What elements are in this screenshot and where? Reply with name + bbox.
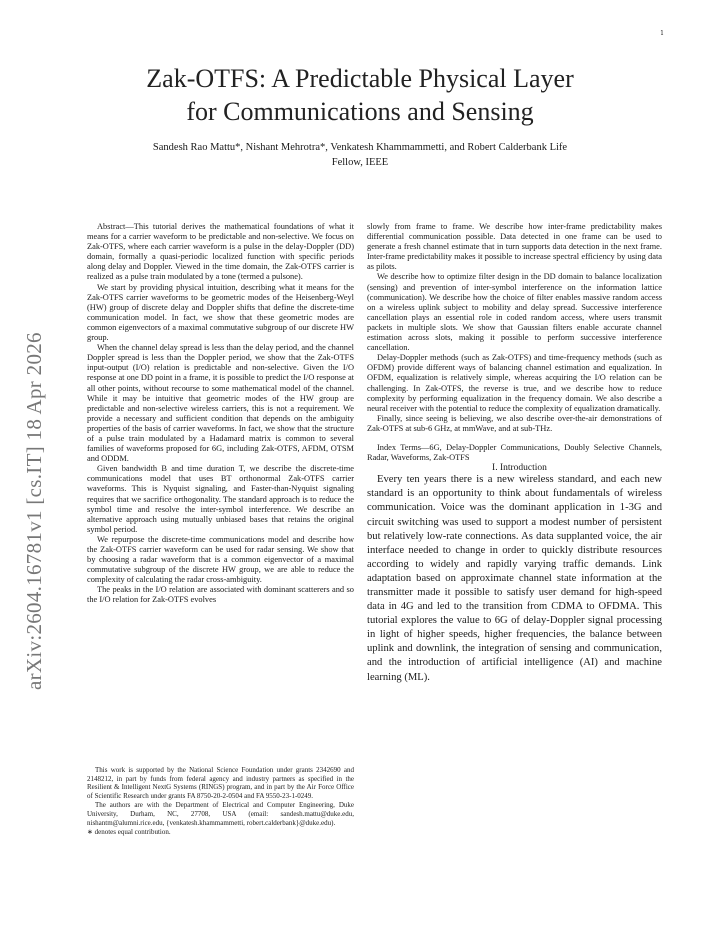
left-column — [87, 222, 354, 606]
funding-footnote: This work is supported by the National Science Foundation under grants 2342690 and 2148212, in part by funds from federal agency and industry partners as specified in the Resilient & Intelligent NextG Systems (RINGS) program, and in part by the Air Force Office of Scientific Research under grants FA 8750-20-2-0504 and FA 9550-23-1-0249. — [87, 766, 354, 800]
footnotes — [87, 766, 354, 838]
abstract-paragraph-7: slowly from frame to frame. We describe how inter-frame predictability makes differential communication possible. Data detected in one frame can be used to generate a fresh channel estimate that in turn supports data detection in the next frame. Inter-frame predictability makes it possible to increase spectral efficiency by using data as pilots. — [367, 222, 662, 272]
abstract-paragraph-8: We describe how to optimize filter design in the DD domain to balance localization (sensing) and prevention of inter-symbol interference on the information lattice (communication). We describe how the choice of filter enables massive random access on a wireless uplink subject to mobility and delay spread. Successive interference cancellation plays an essential role in coded random access, where users transmit packets in multiple slots. We show that Gaussian filters enable accurate channel estimation across slots, making it possible to perform successive interference cancellation. — [367, 272, 662, 353]
right-column — [367, 222, 662, 685]
paper-title — [60, 62, 660, 128]
introduction-paragraph: Every ten years there is a new wireless standard, and each new standard is an opportunity to think about fundamentals of wireless communication. Voice was the dominant application in 1-3G and circuit switching was used to support a modest number of persistent but relatively low-rate connections. As data supplanted voice, the air interface needed to change in order to quickly distribute resources according to widely and rapidly varying traffic demands. Link adaptation based on approximate channel state information at the transmitter made it possible to satisfy user demand for high-speed data in 4G and led to the transition from CDMA to OFDMA. This tutorial explores the value to 6G of delay-Doppler signal processing in light of higher speeds, higher frequencies, the balance between uplink and downlink, the integration of sensing and communication, and the introduction of artificial intelligence (AI) and machine learning (ML). — [367, 474, 662, 683]
equal-contribution-footnote: ∗ denotes equal contribution. — [87, 828, 171, 837]
abstract-paragraph-9: Delay-Doppler methods (such as Zak-OTFS) and time-frequency methods (such as OFDM) provide different ways of balancing channel estimation and equalization. In OFDM, equalization is relatively simple, whereas acquiring the I/O relation can be challenging. In Zak-OTFS, the reverse is true, and we describe how to reduce complexity by performing equalization in the frequency domain. We also describe a neural receiver with the potential to reduce the complexity of equalization dramatically. — [367, 353, 662, 413]
abstract-paragraph-5: We repurpose the discrete-time communications model and describe how the Zak-OTFS carrier waveform can be used for radar sensing. We show that by choosing a radar waveform that is a common eigenvector of a maximal commutative subgroup of the discrete HW group, we are able to reduce the complexity of calculating the radar cross-ambiguity. — [87, 534, 354, 585]
page-number: 1 — [660, 30, 664, 37]
abstract-paragraph-2: We start by providing physical intuition, describing what it means for the Zak-OTFS carrier waveforms to be geometric modes of the Heisenberg-Weyl (HW) group of discrete delay and Doppler shifts that define the discrete-time communication model. In fact, we show that these geometric modes are common eigenvectors of a maximal commutative subgroup of our discrete HW group. — [87, 282, 354, 343]
index-terms: Index Terms—6G, Delay-Doppler Communications, Doubly Selective Channels, Radar, Waveforms, Zak-OTFS — [367, 442, 662, 463]
abstract-paragraph: Abstract—This tutorial derives the mathematical foundations of what it means for a carrier waveform to be predictable and non-selective. We focus on Zak-OTFS, where each carrier waveform is a pulse in the delay-Doppler (DD) domain, formally a quasi-periodic localized function with specific periods along delay and Doppler. Viewed in the time domain, the Zak-OTFS carrier is realized as a pulse train modulated by a tone (termed a pulsone). — [87, 222, 354, 282]
authors-line-2: Fellow, IEEE — [331, 157, 389, 168]
arxiv-identifier: arXiv:2604.16781v1 [cs.IT] 18 Apr 2026 — [22, 332, 46, 690]
title-line-2: for Communications and Sensing — [186, 97, 534, 126]
section-heading-introduction: I. Introduction — [492, 463, 547, 474]
authors-line-1: Sandesh Rao Mattu*, Nishant Mehrotra*, Venkatesh Khammammetti, and Robert Calderbank Life — [152, 142, 568, 153]
abstract-paragraph-3: When the channel delay spread is less than the delay period, and the channel Doppler spread is less than the Doppler period, we show that the Zak-OTFS input-output (I/O) relation is predictable and non-selective. Given the I/O response at one DD point in a frame, it is possible to predict the I/O response at all other points, without recourse to some mathematical model of the channel. While it may be intuitive that geometric modes of the HW group are predictable and non-selective wireless carriers, this is not a requirement. We provide a necessary and sufficient condition that depends on the ambiguity properties of the basis of carrier waveforms. In fact, we show that the structure of a pulse train modulated by a Hadamard matrix is common to several families of waveforms proposed for 6G, including Zak-OTFS, AFDM, OTSM and ODDM. — [87, 343, 354, 464]
title-line-1: Zak-OTFS: A Predictable Physical Layer — [146, 64, 574, 93]
abstract-paragraph-6: The peaks in the I/O relation are associated with dominant scatterers and so the I/O relation for Zak-OTFS evolves — [87, 585, 354, 605]
abstract-paragraph-10: Finally, since seeing is believing, we also describe over-the-air demonstrations of Zak-OTFS at sub-6 GHz, at mmWave, and at sub-THz. — [367, 413, 662, 433]
affiliation-footnote: The authors are with the Department of Electrical and Computer Engineering, Duke University, Durham, NC, 27708, USA (email: sandesh.mattu@duke.edu, nishantm@alumni.rice.edu, {venkatesh.khammammetti, robert.calderbank}@duke.edu). — [87, 801, 354, 827]
author-list — [70, 140, 650, 170]
abstract-paragraph-4: Given bandwidth B and time duration T, we describe the discrete-time communications model that uses BT orthonormal Zak-OTFS carrier waveforms. This is Nyquist signaling, and Faster-than-Nyquist signaling requires that we sacrifice orthogonality. The standard approach is to reduce the symbol time and resolve the inter-symbol interference. We describe an alternative approach using mutually unbiased bases that retains the original symbol period. — [87, 464, 354, 534]
